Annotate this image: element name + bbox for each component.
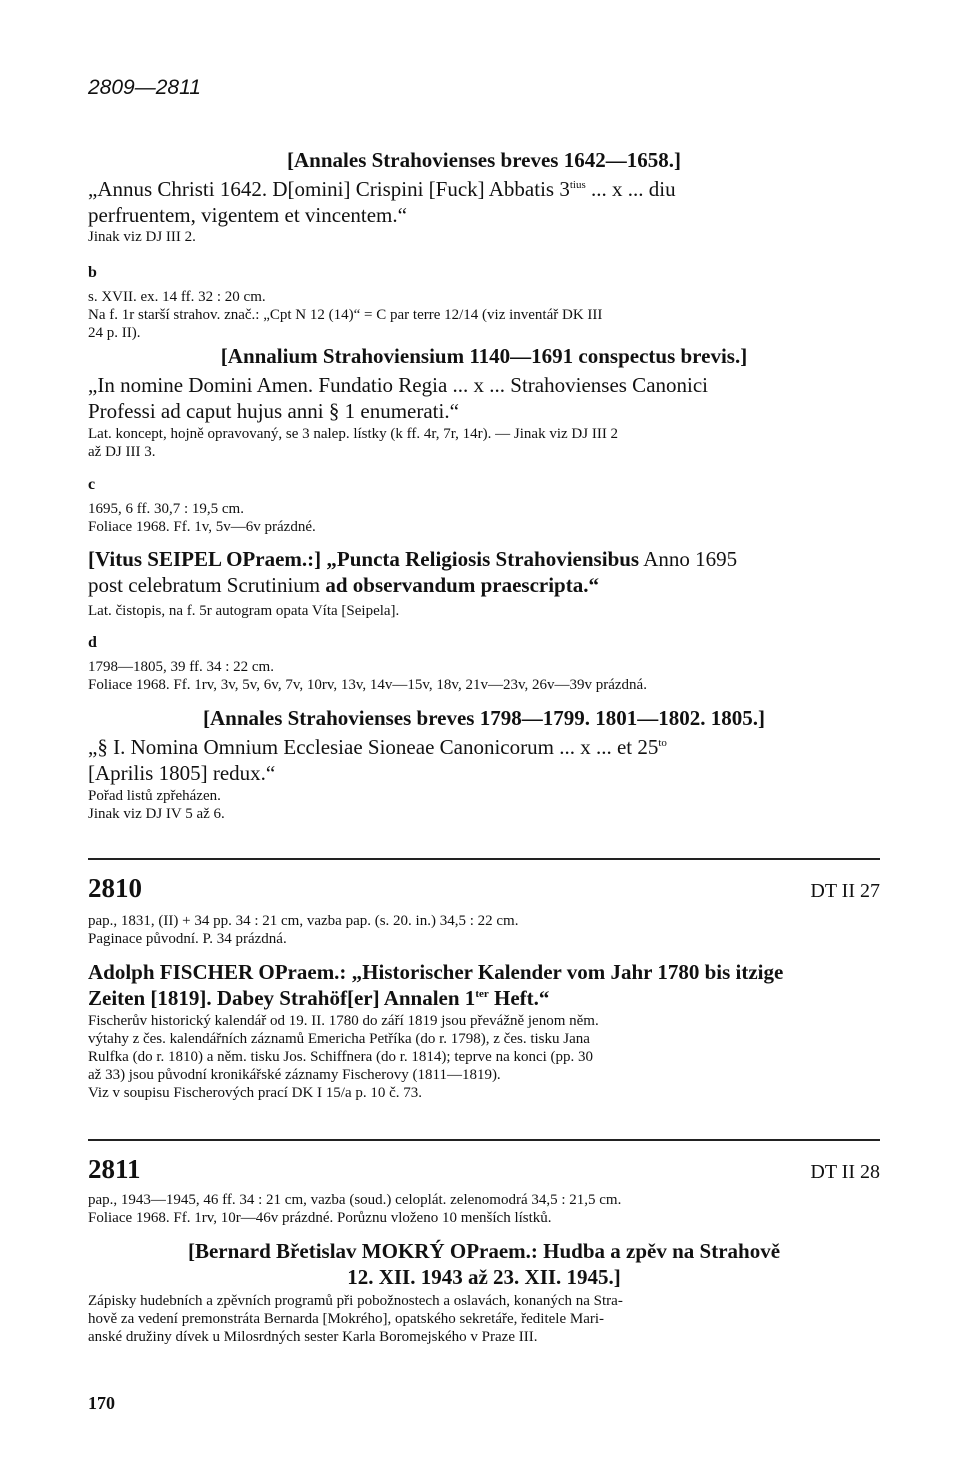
physical-description: 1798—1805, 39 ff. 34 : 22 cm. [88, 659, 274, 675]
note-line: Rulfka (do r. 1810) a něm. tisku Jos. Schiffnera (do r. 1814); teprve na konci (pp. 30 [88, 1049, 594, 1065]
note-line: až DJ III 3. [88, 444, 156, 460]
note-line: Pořad listů zpřeházen. [88, 788, 221, 804]
part-letter: b [88, 264, 97, 281]
note-line: Jinak viz DJ IV 5 až 6. [88, 806, 225, 822]
note-line: Zápisky hudebních a zpěvních programů při pobožnostech a oslavách, konaných na Stra- [88, 1293, 623, 1309]
incipit-line: perfruentem, vigentem et vincentem.“ [88, 203, 407, 227]
physical-description: Na f. 1r starší strahov. znač.: „Cpt N 12 (14)“ = C par terre 12/14 (viz inventář DK III [88, 307, 603, 323]
part-letter: c [88, 476, 96, 493]
entry-title: [Annales Strahovienses breves 1798—1799. 1801—1802. 1805.] [203, 706, 765, 730]
physical-description: 1695, 6 ff. 30,7 : 19,5 cm. [88, 501, 244, 517]
note-line: Jinak viz DJ III 2. [88, 229, 196, 245]
part-letter: d [88, 634, 97, 651]
physical-description: pap., 1943—1945, 46 ff. 34 : 21 cm, vazba (soud.) celoplát. zelenomodrá 34,5 : 21,5 cm. [88, 1192, 622, 1208]
section-rule [88, 858, 880, 860]
entry-title: [Annales Strahovienses breves 1642—1658.] [287, 148, 681, 172]
shelf-signature: DT II 27 [810, 880, 880, 902]
physical-description: Foliace 1968. Ff. 1rv, 3v, 5v, 6v, 7v, 10rv, 13v, 14v—15v, 18v, 21v—23v, 26v—39v prázdná. [88, 677, 647, 693]
note-line: Lat. koncept, hojně opravovaný, se 3 nalep. lístky (k ff. 4r, 7r, 14r). — Jinak viz DJ III 2 [88, 426, 619, 442]
incipit-line: „§ I. Nomina Omnium Ecclesiae Sioneae Canonicorum ... x ... et $25^{to}$ [88, 735, 667, 759]
note-line: až 33) jsou původní kronikářské záznamy Fischerovy (1811—1819). [88, 1067, 501, 1083]
physical-description: s. XVII. ex. 14 ff. 32 : 20 cm. [88, 289, 266, 305]
incipit-line: [Aprilis 1805] redux.“ [88, 761, 276, 785]
shelf-signature: DT II 28 [810, 1161, 880, 1183]
note-line: výtahy z čes. kalendářních záznamů Emericha Petříka (do r. 1798), z čes. tisku Jana [88, 1031, 590, 1047]
entry-title: [Bernard Břetislav MOKRÝ OPraem.: Hudba a zpěv na Strahově [187, 1239, 781, 1263]
entry-number: 2811 [88, 1154, 141, 1184]
incipit-line: „Annus Christi 1642. D[omini] Crispini [Fuck] Abbatis $3^{tius}$ ... x ... diu [88, 177, 676, 201]
note-line: anské družiny dívek u Milosrdných sester Karla Boromejského v Praze III. [88, 1329, 538, 1345]
note-line: Viz v soupisu Fischerových prací DK I 15/a p. 10 č. 73. [88, 1085, 423, 1101]
entry-title: Zeiten [1819]. Dabey Strahöf[er] Annalen $1^{ter}$ Heft.“ [88, 986, 550, 1010]
page-number: 170 [88, 1393, 115, 1413]
entry-title: 12. XII. 1943 až 23. XII. 1945.] [347, 1265, 621, 1289]
entry-number: 2810 [88, 873, 142, 903]
entry-title: Adolph FISCHER OPraem.: „Historischer Kalender vom Jahr 1780 bis itzige [88, 960, 784, 984]
physical-description: pap., 1831, (II) + 34 pp. 34 : 21 cm, vazba pap. (s. 20. in.) 34,5 : 22 cm. [88, 913, 519, 929]
physical-description: 24 p. II). [88, 325, 141, 341]
physical-description: Paginace původní. P. 34 prázdná. [88, 931, 287, 947]
running-head: 2809—2811 [88, 76, 201, 99]
note-line: hově za vedení premonstráta Bernarda [Mokrého], opatského sekretáře, ředitele Mari- [88, 1311, 605, 1327]
incipit-line: „In nomine Domini Amen. Fundatio Regia ... x ... Strahovienses Canonici [88, 373, 709, 397]
entry-title: [Annalium Strahoviensium 1140—1691 conspectus brevis.] [220, 344, 748, 368]
section-rule [88, 1139, 880, 1141]
physical-description: Foliace 1968. Ff. 1v, 5v—6v prázdné. [88, 519, 316, 535]
incipit-line: Professi ad caput hujus anni § 1 enumerati.“ [88, 399, 459, 423]
entry-title: post celebratum Scrutinium ad observandum praescripta.“ [88, 573, 599, 597]
note-line: Fischerův historický kalendář od 19. II. 1780 do září 1819 jsou převážně jenom něm. [88, 1013, 599, 1029]
note-line: Lat. čistopis, na f. 5r autogram opata Víta [Seipela]. [88, 603, 400, 619]
entry-title: [Vitus SEIPEL OPraem.:] „Puncta Religiosis Strahoviensibus Anno 1695 [88, 547, 738, 571]
physical-description: Foliace 1968. Ff. 1rv, 10r—46v prázdné. Porůznu vloženo 10 menších lístků. [88, 1210, 552, 1226]
